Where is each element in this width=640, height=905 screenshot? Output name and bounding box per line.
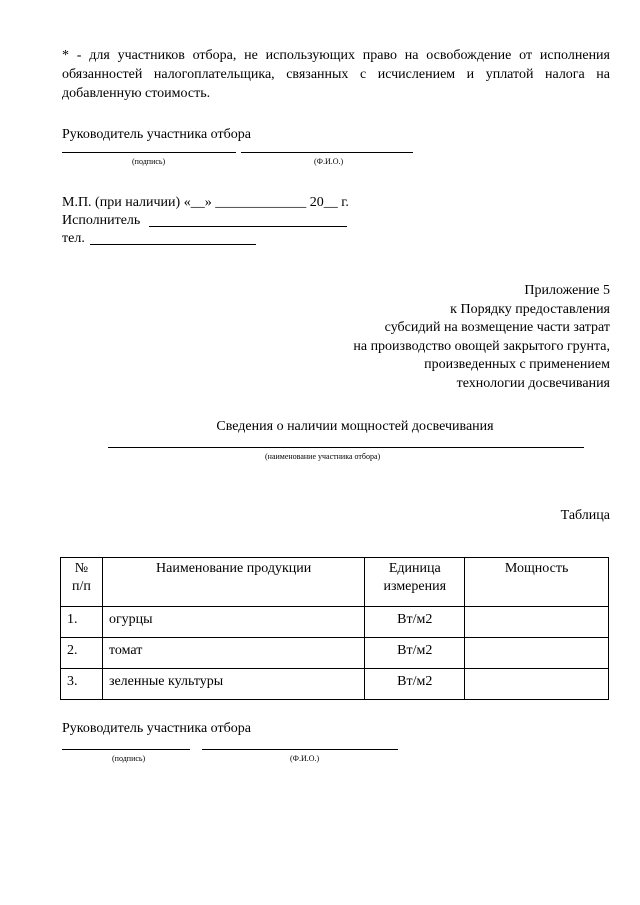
- cell-num-text: 2.: [67, 643, 78, 658]
- header-unit-line1: Единица: [388, 561, 441, 576]
- name-caption-bottom: (Ф.И.О.): [290, 754, 320, 763]
- signature-title-bottom: Руководитель участника отбора: [62, 721, 251, 736]
- stamp-line: М.П. (при наличии) «__» _____________ 20__ г.: [62, 195, 349, 210]
- header-num: [61, 558, 103, 607]
- document-title: Сведения о наличии мощностей досвечивания: [216, 419, 494, 434]
- appendix-line: к Порядку предоставления: [450, 301, 610, 317]
- executor-label: Исполнитель: [62, 213, 141, 228]
- header-num-line2: п/п: [72, 579, 91, 594]
- cell-power-text: [465, 669, 608, 673]
- executor-line: [149, 226, 347, 227]
- name-line-top: [241, 152, 413, 153]
- cell-unit-text: Вт/м2: [397, 612, 433, 627]
- cell-power-text: [465, 638, 608, 642]
- appendix-line: Приложение 5: [524, 283, 610, 298]
- signature-title-top: Руководитель участника отбора: [62, 127, 251, 142]
- cell-unit: [365, 669, 465, 700]
- cell-unit-text: Вт/м2: [397, 643, 433, 658]
- footnote-text: * - для участников отбора, не использующих право на освобождение от исполнения обязанностей налогоплательщика, связанных с исчислением и уплатой налога на добавленную стоимость.: [62, 48, 610, 101]
- cell-num: [61, 638, 103, 669]
- table-row: [61, 607, 609, 638]
- cell-product-text: огурцы: [108, 612, 153, 627]
- header-product: [102, 558, 364, 607]
- appendix-line: на производство овощей закрытого грунта,: [353, 338, 610, 354]
- table-label: Таблица: [560, 508, 610, 523]
- cell-unit: [365, 607, 465, 638]
- cell-product: [102, 638, 364, 669]
- cell-product-text: зеленные культуры: [108, 674, 224, 689]
- cell-num: [61, 607, 103, 638]
- phone-label: тел.: [62, 231, 85, 246]
- cell-power[interactable]: [465, 669, 609, 700]
- table-header-row: [61, 558, 609, 607]
- appendix-block: [353, 282, 610, 394]
- signature-line-top: [62, 152, 236, 153]
- cell-product: [102, 607, 364, 638]
- table-row: [61, 669, 609, 700]
- cell-unit: [365, 638, 465, 669]
- phone-line: [90, 244, 256, 245]
- sign-caption-bottom: (подпись): [112, 754, 146, 763]
- cell-num-text: 1.: [67, 612, 78, 627]
- appendix-line: технологии досвечивания: [456, 375, 610, 391]
- header-num-line1: №: [74, 561, 89, 576]
- signature-line-bottom: [62, 749, 190, 750]
- capacity-table: [60, 557, 609, 700]
- header-power: [465, 558, 609, 607]
- cell-num-text: 3.: [67, 674, 78, 689]
- cell-power[interactable]: [465, 607, 609, 638]
- cell-num: [61, 669, 103, 700]
- org-name-caption: (наименование участника отбора): [265, 452, 381, 461]
- org-name-line: [108, 447, 584, 448]
- sign-caption-top: (подпись): [132, 157, 166, 166]
- header-product-label: Наименование продукции: [156, 561, 312, 576]
- name-line-bottom: [202, 749, 398, 750]
- header-power-label: Мощность: [504, 561, 569, 576]
- cell-product-text: томат: [108, 643, 143, 658]
- cell-product: [102, 669, 364, 700]
- name-caption-top: (Ф.И.О.): [314, 157, 344, 166]
- header-unit: [365, 558, 465, 607]
- table-row: [61, 638, 609, 669]
- appendix-line: субсидий на возмещение части затрат: [384, 320, 610, 336]
- cell-unit-text: Вт/м2: [397, 674, 433, 689]
- cell-power-text: [465, 607, 608, 611]
- header-unit-line2: измерения: [383, 579, 447, 594]
- cell-power[interactable]: [465, 638, 609, 669]
- appendix-line: произведенных с применением: [424, 357, 610, 373]
